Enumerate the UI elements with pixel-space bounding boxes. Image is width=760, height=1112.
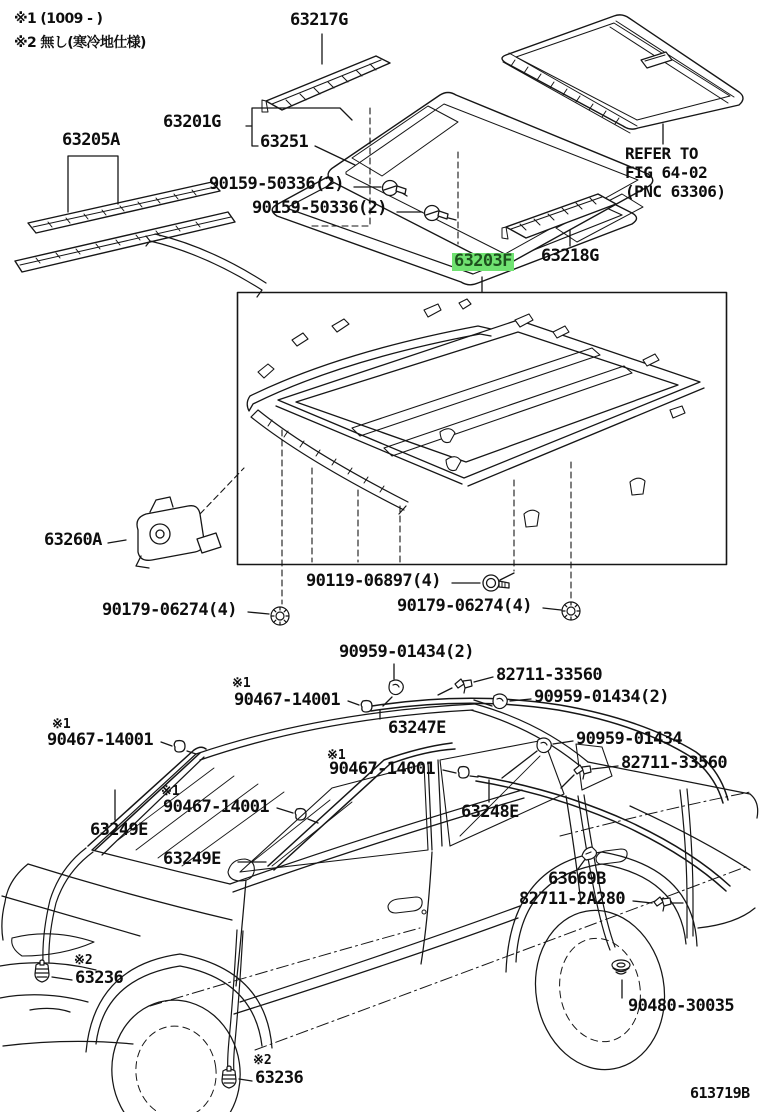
ref-mark-1-c: ※1: [327, 748, 346, 763]
part-label-90159-50336-b: 90159-50336(2): [252, 198, 387, 218]
retainer-clip-icon: [654, 897, 671, 911]
part-label-90959-01434-b: 90959-01434(2): [534, 687, 669, 707]
nut-icon: [562, 602, 580, 620]
part-label-63236-b: 63236: [255, 1068, 304, 1088]
part-label-90119-06897: 90119-06897(4): [306, 571, 441, 591]
refer-note-line1: REFER TO: [625, 144, 699, 163]
hook-icon: [361, 701, 372, 712]
sunshade-panel-drawing: [502, 15, 743, 133]
part-label-63201g: 63201G: [163, 112, 221, 132]
drain-grommet-icon: [612, 960, 630, 974]
refer-note-line3: (PNC 63306): [625, 182, 726, 201]
hook-icon: [174, 741, 185, 752]
part-label-63217g: 63217G: [290, 10, 348, 30]
part-label-90959-01434-a: 90959-01434(2): [339, 642, 474, 662]
ref-mark-1-a: ※1: [232, 676, 251, 691]
refer-note-line2: FIG 64-02: [625, 163, 708, 182]
figure-id: 613719B: [690, 1084, 750, 1102]
part-label-63249e-a: 63249E: [90, 820, 148, 840]
part-label-90179-06274-a: 90179-06274(4): [102, 600, 237, 620]
part-label-63236-a: 63236: [75, 968, 124, 988]
part-label-63669b: 63669B: [548, 869, 606, 889]
drip-rail-63217g-drawing: [262, 56, 390, 112]
retainer-clip-icon: [574, 765, 591, 779]
ref-mark-2-a: ※2: [74, 953, 93, 968]
retainer-clip-icon: [455, 679, 472, 693]
housing-frame-63203f-drawing: [247, 299, 704, 527]
part-label-90480-30035: 90480-30035: [628, 996, 734, 1016]
ref-mark-2-b: ※2: [253, 1053, 272, 1068]
part-label-90467-14001-d: 90467-14001: [163, 797, 269, 817]
snap-clip-icon: [389, 680, 403, 695]
part-label-90159-50336-a: 90159-50336(2): [209, 174, 344, 194]
part-label-63218g: 63218G: [541, 246, 599, 266]
note-spec-1: ※1 (1009 - ): [14, 11, 103, 27]
note-spec-2: ※2 無し(寒冷地仕様): [14, 35, 146, 51]
part-label-90467-14001-c: 90467-14001: [329, 759, 435, 779]
part-label-90959-01434-c: 90959-01434: [576, 729, 682, 749]
drain-rails-63205a-drawing: [15, 182, 266, 297]
part-label-90467-14001-a: 90467-14001: [234, 690, 340, 710]
part-label-82711-33560-b: 82711-33560: [621, 753, 727, 773]
snap-clip-icon: [537, 738, 551, 753]
part-label-63249e-b: 63249E: [163, 849, 221, 869]
ref-mark-1-d: ※1: [161, 784, 180, 799]
part-label-63251: 63251: [260, 132, 309, 152]
part-label-63203f-selected[interactable]: 63203F: [454, 251, 512, 271]
nut-icon: [271, 607, 289, 625]
part-label-63205a: 63205A: [62, 130, 120, 150]
hook-icon: [458, 767, 469, 778]
hook-icon: [295, 809, 306, 820]
part-label-90179-06274-b: 90179-06274(4): [397, 596, 532, 616]
drive-motor-63260a-drawing: [136, 497, 221, 568]
housing-frame-63203f-box: [238, 293, 727, 565]
part-label-63260a: 63260A: [44, 530, 102, 550]
snap-clip-icon: [493, 694, 507, 709]
part-label-63247e: 63247E: [388, 718, 446, 738]
part-label-90467-14001-b: 90467-14001: [47, 730, 153, 750]
rear-drain-hoses-drawing: [228, 789, 693, 1072]
ref-mark-1-b: ※1: [52, 717, 71, 732]
part-label-82711-33560-a: 82711-33560: [496, 665, 602, 685]
part-label-82711-2a280: 82711-2A280: [519, 889, 625, 909]
part-label-63248e: 63248E: [461, 802, 519, 822]
